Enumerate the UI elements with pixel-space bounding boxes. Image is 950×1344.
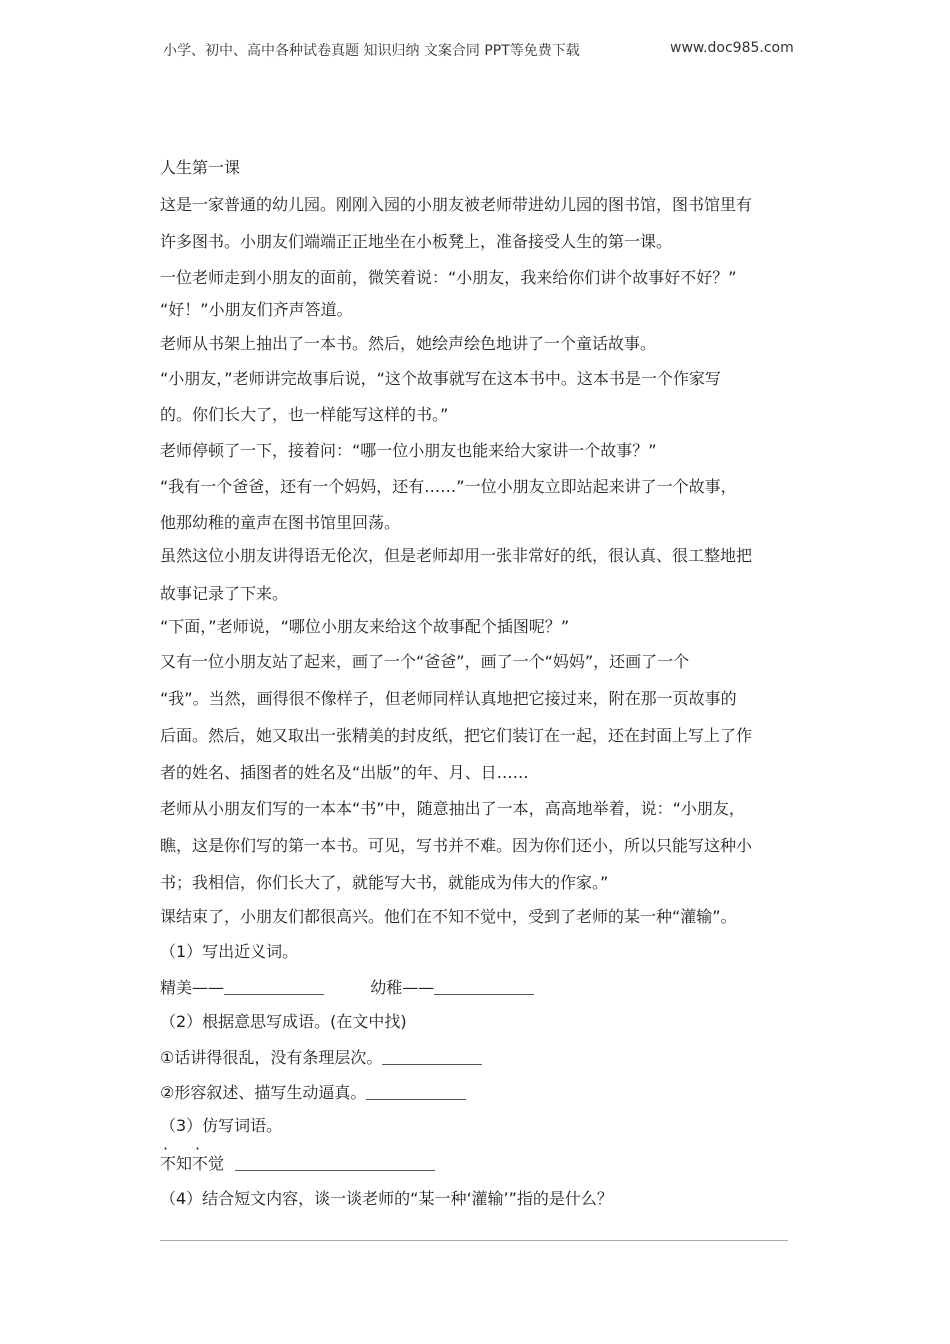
article-line: “小朋友，”老师讲完故事后说，“这个故事就写在这本书中。这本书是一个作家写 (160, 369, 721, 388)
synonym-prompt-2: 幼稚—— (370, 978, 435, 997)
question-3-example (160, 1152, 435, 1176)
article-line: 的。你们长大了，也一样能写这样的书。” (160, 405, 449, 424)
example-char: 觉 (208, 1154, 225, 1173)
question-3: （3）仿写词语。 (160, 1116, 283, 1135)
answer-blank[interactable] (235, 1154, 435, 1171)
article-line: 老师停顿了一下，接着问：“哪一位小朋友也能来给大家讲一个故事？” (160, 441, 657, 460)
article-line: 他那幼稚的童声在图书馆里回荡。 (160, 513, 401, 532)
question-2: （2）根据意思写成语。(在文中找) (160, 1012, 407, 1031)
idiom-prompt-1: ①话讲得很乱，没有条理层次。 (160, 1048, 383, 1067)
example-char: 知 (176, 1154, 193, 1173)
emphasis-char: 不 (192, 1154, 209, 1173)
question-1-answers (160, 976, 534, 1000)
question-4: （4）结合短文内容，谈一谈老师的“某一种‘灌输’”指的是什么？ (160, 1189, 613, 1208)
article-line: 虽然这位小朋友讲得语无伦次，但是老师却用一张非常好的纸，很认真、很工整地把 (160, 546, 753, 565)
question-2-item-1 (160, 1046, 482, 1070)
article-line: 一位老师走到小朋友的面前，微笑着说：“小朋友，我来给你们讲个故事好不好？” (160, 268, 737, 287)
article-line: 书；我相信，你们长大了，就能写大书，就能成为伟大的作家。” (160, 873, 609, 892)
article-line: 这是一家普通的幼儿园。刚刚入园的小朋友被老师带进幼儿园的图书馆，图书馆里有 (160, 195, 753, 214)
article-line: 故事记录了下来。 (160, 584, 289, 603)
article-line: 又有一位小朋友站了起来，画了一个“爸爸”，画了一个“妈妈”，还画了一个 (160, 652, 690, 671)
idiom-prompt-2: ②形容叙述、描写生动逼真。 (160, 1083, 367, 1102)
article-line: “我”。当然，画得很不像样子，但老师同样认真地把它接过来，附在那一页故事的 (160, 689, 737, 708)
article-line: 瞧，这是你们写的第一本书。可见，写书并不难。因为你们还小，所以只能写这种小 (160, 836, 753, 855)
article-line: 课结束了，小朋友们都很高兴。他们在不知不觉中，受到了老师的某一种“灌输”。 (160, 907, 737, 926)
answer-line[interactable] (160, 1240, 788, 1241)
article-line: 老师从小朋友们写的一本本“书”中，随意抽出了一本，高高地举着，说：“小朋友， (160, 799, 745, 818)
article-title: 人生第一课 (160, 158, 241, 177)
synonym-prompt-1: 精美—— (160, 978, 225, 997)
header-banner-text: 小学、初中、高中各种试卷真题 知识归纳 文案合同 PPT等免费下载 (163, 43, 580, 59)
answer-blank[interactable] (382, 1048, 482, 1065)
header-url: www.doc985.com (670, 40, 794, 56)
question-1: （1）写出近义词。 (160, 942, 299, 961)
article-line: 老师从书架上抽出了一本书。然后，她绘声绘色地讲了一个童话故事。 (160, 334, 657, 353)
article-line: 者的姓名、插图者的姓名及“出版”的年、月、日…… (160, 763, 529, 782)
emphasis-char: 不 (160, 1154, 177, 1173)
answer-blank[interactable] (366, 1083, 466, 1100)
article-line: 许多图书。小朋友们端端正正地坐在小板凳上，准备接受人生的第一课。 (160, 232, 673, 251)
article-line: “好！”小朋友们齐声答道。 (160, 300, 353, 319)
article-line: “下面，”老师说，“哪位小朋友来给这个故事配个插图呢？” (160, 617, 570, 636)
answer-blank[interactable] (224, 978, 324, 995)
question-2-item-2 (160, 1081, 466, 1105)
answer-blank[interactable] (434, 978, 534, 995)
article-line: 后面。然后，她又取出一张精美的封皮纸，把它们装订在一起，还在封面上写上了作 (160, 726, 753, 745)
article-line: “我有一个爸爸，还有一个妈妈，还有……”一位小朋友立即站起来讲了一个故事， (160, 477, 737, 496)
